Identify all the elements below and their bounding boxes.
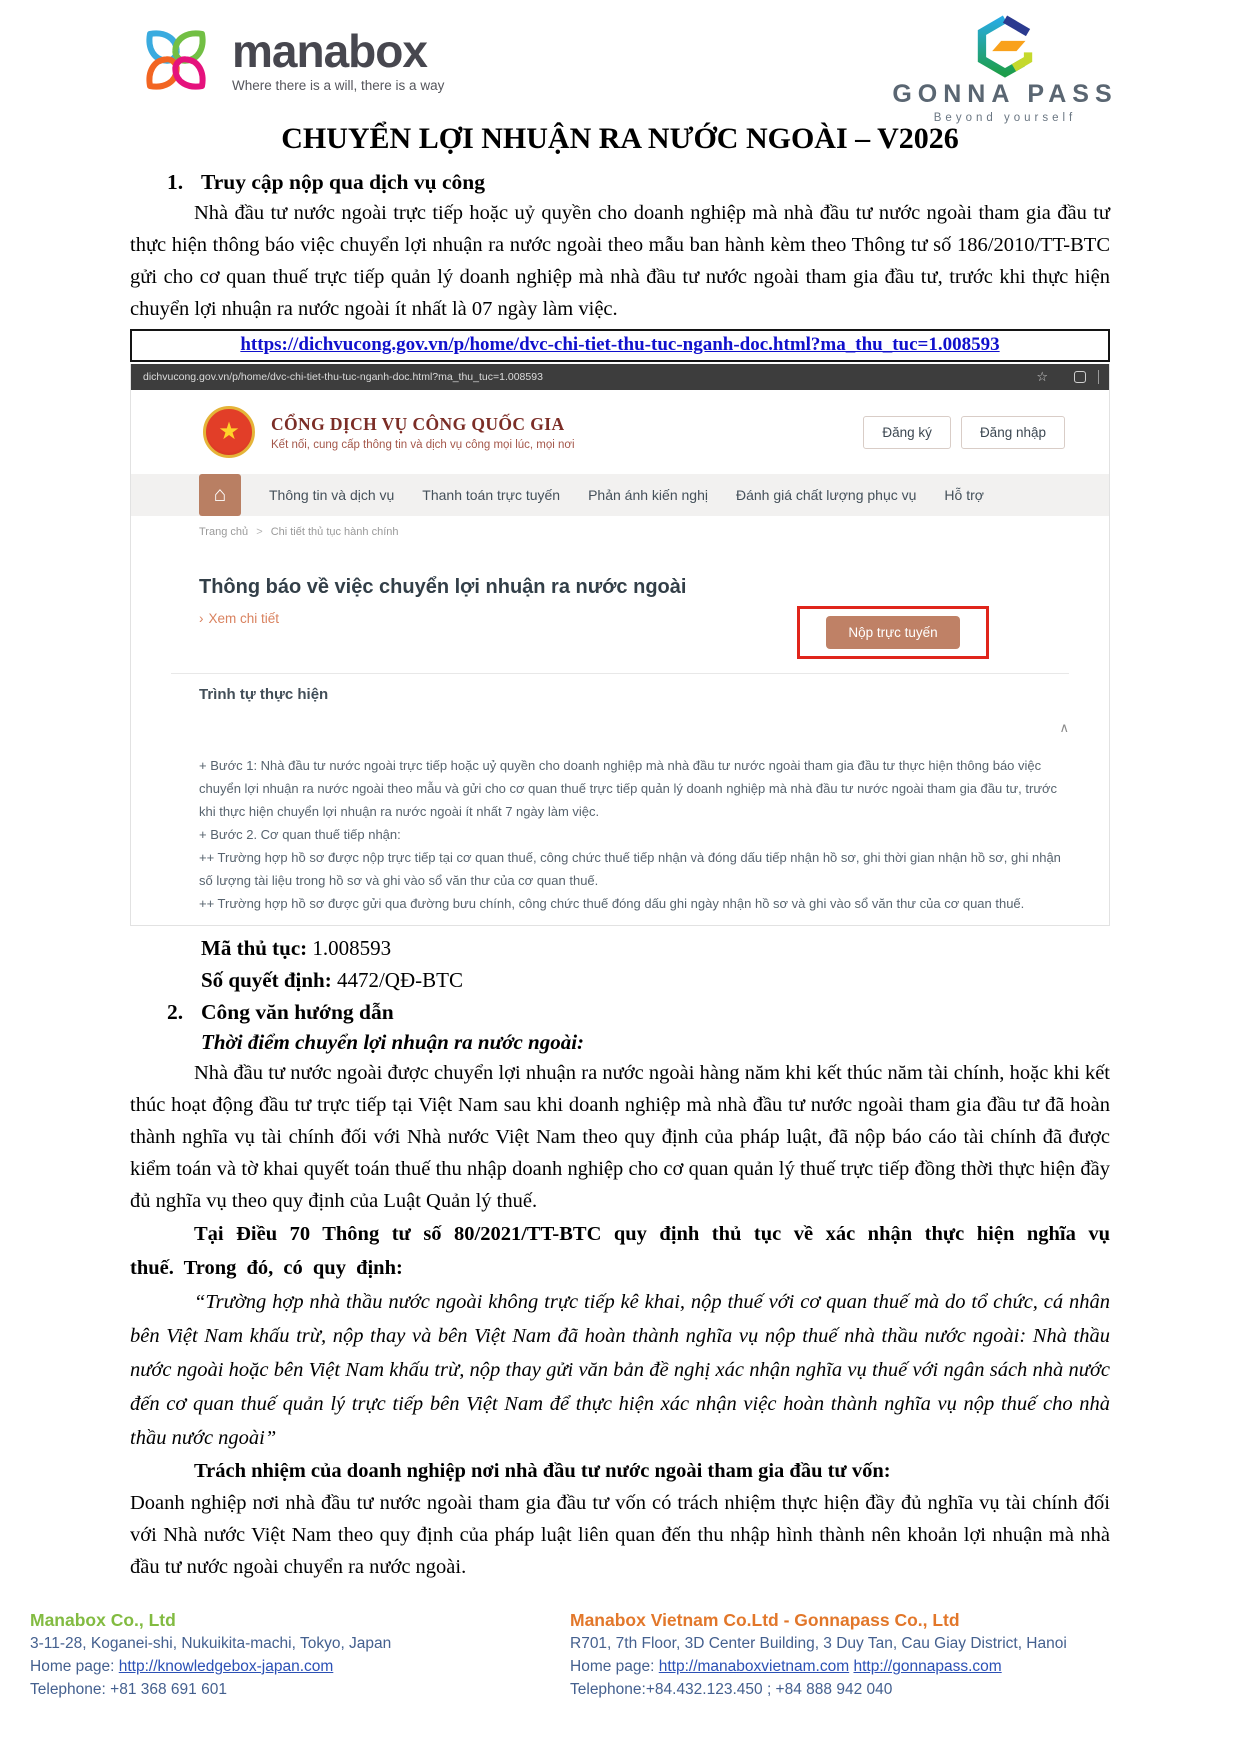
process-steps	[199, 754, 1069, 915]
address-url[interactable]: dichvucong.gov.vn/p/home/dvc-chi-tiet-thu-tuc-nganh-doc.html?ma_thu_tuc=1.008593	[143, 371, 543, 383]
browser-screenshot	[130, 364, 1110, 926]
portal-content	[131, 516, 1109, 925]
footer-homepage-vn: Home page: http://manaboxvietnam.com http://gonnapass.com	[570, 1658, 1002, 1675]
gonnapass-link[interactable]: http://gonnapass.com	[853, 1658, 1002, 1675]
portal-header	[131, 390, 1109, 474]
section1-heading: 1. Truy cập nộp qua dịch vụ công	[167, 170, 485, 194]
decision-number-row: Số quyết định: 4472/QĐ-BTC	[201, 968, 463, 992]
view-detail-link[interactable]: › Xem chi tiết	[199, 611, 280, 626]
section2-number: 2.	[167, 1000, 184, 1024]
breadcrumb-home[interactable]: Trang chủ	[199, 526, 249, 538]
gonnapass-tagline: Beyond yourself	[933, 112, 1077, 124]
nav-item-online-payment[interactable]: Thanh toán trực tuyến	[422, 487, 561, 503]
section2-quote: “Trường hợp nhà thầu nước ngoài không trực tiếp kê khai, nộp thuế với cơ quan thuế mà do tổ chức, cá nhân bên Việt Nam khấu trừ, nộp thay và bên Việt Nam đã hoàn thành nghĩa vụ nộp thuế nhà thầu nước ngoài: Nhà thầu nước ngoài hoặc bên Việt Nam khấu trừ, nộp thay gửi văn bản đề nghị xác nhận nghĩa vụ thuế với ngân sách nhà nước đến cơ quan thuế quản lý trực tiếp bên Việt Nam để thực hiện xác nhận việc hoàn thành nghĩa vụ nộp thuế cho nhà thầu nước ngoài”	[130, 1291, 1110, 1449]
url-box	[130, 329, 1110, 362]
footer-address-jp: 3-11-28, Koganei-shi, Nukuikita-machi, Tokyo, Japan	[30, 1635, 392, 1652]
browser-address-bar[interactable]	[131, 364, 1109, 390]
section2-heading: 2. Công văn hướng dẫn	[167, 1000, 394, 1024]
procedure-link[interactable]: https://dichvucong.gov.vn/p/home/dvc-chi-tiet-thu-tuc-nganh-doc.html?ma_thu_tuc=1.008593	[240, 334, 1000, 355]
login-button[interactable]: Đăng nhập	[961, 416, 1065, 449]
nav-item-support[interactable]: Hỗ trợ	[944, 487, 984, 503]
tab-switcher-icon[interactable]	[1074, 371, 1086, 383]
nav-item-info-services[interactable]: Thông tin và dịch vụ	[269, 487, 395, 503]
page-title: CHUYỂN LỢI NHUẬN RA NƯỚC NGOÀI – V2026	[281, 122, 959, 155]
footer-address-vn: R701, 7th Floor, 3D Center Building, 3 Duy Tan, Cau Giay District, Hanoi	[570, 1635, 1067, 1652]
portal-tagline: Kết nối, cung cấp thông tin và dịch vụ công mọi lúc, mọi nơi	[271, 438, 575, 451]
decision-number-value: 4472/QĐ-BTC	[336, 968, 463, 992]
responsibility-paragraph: Doanh nghiệp nơi nhà đầu tư nước ngoài tham gia đầu tư vốn có trách nhiệm thực hiện đầy đủ nghĩa vụ tài chính đối với Nhà nước Việt Nam theo quy định của pháp luật liên quan đến thu nhập hình thành nên khoản lợi nhuận mà nhà đầu tư nước ngoài chuyển ra nước ngoài.	[130, 1492, 1110, 1578]
section2-paragraph1: Nhà đầu tư nước ngoài được chuyển lợi nhuận ra nước ngoài hàng năm khi kết thúc năm tài chính, hoặc khi kết thúc hoạt động đầu tư trực tiếp tại Việt Nam sau khi doanh nghiệp mà nhà đầu tư nước ngoài tham gia đầu tư đã hoàn thành nghĩa vụ tài chính đối với Nhà nước Việt Nam theo quy định của pháp luật, đã nộp báo cáo tài chính đã được kiểm toán và tờ khai quyết toán thuế thu nhập doanh nghiệp cho cơ quan quản lý thuế trực tiếp đồng thời thực hiện đầy đủ nghĩa vụ theo quy định của Luật Quản lý thuế.	[130, 1062, 1110, 1212]
content-divider	[171, 673, 1069, 674]
gonnapass-logo	[890, 14, 1120, 124]
manaboxvietnam-link[interactable]: http://manaboxvietnam.com	[658, 1658, 850, 1675]
link-arrow-icon: ›	[199, 611, 204, 626]
footer-telephone-jp: Telephone: +81 368 691 601	[30, 1681, 227, 1698]
manabox-wordmark: manabox	[232, 25, 427, 78]
section1-paragraph: Nhà đầu tư nước ngoài trực tiếp hoặc uỷ quyền cho doanh nghiệp mà nhà đầu tư nước ngoài tham gia đầu tư thực hiện thông báo việc chuyển lợi nhuận ra nước ngoài theo mẫu ban hành kèm theo Thông tư số 186/2010/TT-BTC gửi cho cơ quan thuế trực tiếp quản lý doanh nghiệp mà nhà đầu tư nước ngoài tham gia đầu tư, trước khi thực hiện chuyển lợi nhuận ra nước ngoài ít nhất là 07 ngày làm việc.	[130, 202, 1110, 320]
nav-item-feedback[interactable]: Phản ánh kiến nghị	[588, 487, 708, 503]
portal-title: CỔNG DỊCH VỤ CÔNG QUỐC GIA	[271, 413, 565, 434]
vietnam-emblem-icon	[203, 406, 255, 458]
step-line: ++ Trường hợp hồ sơ được gửi qua đường bưu chính, công chức thuế đóng dấu ghi ngày nhận hồ sơ và ghi vào sổ văn thư của cơ quan thuế.	[199, 896, 1025, 911]
toolbar-divider	[1098, 370, 1099, 384]
document-header	[0, 0, 1240, 124]
procedure-code-row: Mã thủ tục: 1.008593	[201, 936, 392, 960]
submit-online-button[interactable]: Nộp trực tuyến	[826, 616, 959, 649]
process-label: Trình tự thực hiện	[199, 686, 329, 703]
manabox-flower-icon	[130, 14, 222, 106]
footer-homepage-jp: Home page: http://knowledgebox-japan.com	[30, 1658, 334, 1675]
section2-subheading: Thời điểm chuyển lợi nhuận ra nước ngoài:	[201, 1030, 585, 1054]
submit-highlight-box	[797, 606, 989, 659]
breadcrumb-current: Chi tiết thủ tục hành chính	[270, 526, 399, 538]
step-line: + Bước 1: Nhà đầu tư nước ngoài trực tiếp hoặc uỷ quyền cho doanh nghiệp mà nhà đầu tư nước ngoài tham gia đầu tư thực hiện thông báo việc chuyển lợi nhuận ra nước ngoài theo mẫu và gửi cho cơ quan thuế trực tiếp quản lý doanh nghiệp mà nhà đầu tư nước ngoài tham gia đầu tư, trước khi thực hiện chuyển lợi nhuận ra nước ngoài ít nhất 7 ngày làm việc.	[199, 758, 1058, 819]
footer-telephone-vn: Telephone:+84.432.123.450 ; +84 888 942 040	[570, 1681, 893, 1698]
knowledgebox-link[interactable]: http://knowledgebox-japan.com	[118, 1658, 334, 1675]
footer-vietnam-office	[570, 1609, 1220, 1701]
breadcrumb	[199, 526, 1069, 538]
step-line: + Bước 2. Cơ quan thuế tiếp nhận:	[199, 827, 401, 842]
footer-company-vn: Manabox Vietnam Co.Ltd - Gonnapass Co., Ltd	[570, 1610, 960, 1630]
gonnapass-g-icon	[973, 14, 1037, 78]
footer-japan-office	[30, 1609, 570, 1701]
nav-item-quality-rating[interactable]: Đánh giá chất lượng phục vụ	[735, 487, 917, 503]
chevron-up-icon[interactable]: ∧	[1059, 720, 1069, 735]
section1-number: 1.	[167, 170, 184, 194]
home-icon[interactable]: ⌂	[199, 474, 241, 516]
gonnapass-wordmark: GONNA PASS	[892, 80, 1118, 108]
emblem-star-icon: ★	[218, 418, 240, 445]
bookmark-star-icon[interactable]: ☆	[1036, 369, 1048, 384]
register-button[interactable]: Đăng ký	[863, 416, 951, 449]
portal-nav	[131, 474, 1109, 516]
procedure-code-value: 1.008593	[312, 936, 392, 960]
procedure-heading: Thông báo về việc chuyển lợi nhuận ra nước ngoài	[199, 576, 687, 598]
step-line: ++ Trường hợp hồ sơ được nộp trực tiếp tại cơ quan thuế, công chức thuế tiếp nhận và đóng dấu tiếp nhận hồ sơ, ghi thời gian nhận hồ sơ, ghi nhận số lượng tài liệu trong hồ sơ và ghi vào sổ văn thư của cơ quan thuế.	[199, 850, 1061, 888]
document-footer	[0, 1595, 1240, 1701]
responsibility-heading: Trách nhiệm của doanh nghiệp nơi nhà đầu tư nước ngoài tham gia đầu tư vốn:	[194, 1460, 891, 1482]
section2-bold-paragraph: Tại Điều 70 Thông tư số 80/2021/TT-BTC quy định thủ tục về xác nhận thực hiện nghĩa vụ thuế. Trong đó, có quy định:	[130, 1223, 1110, 1279]
manabox-logo	[130, 14, 444, 106]
manabox-tagline: Where there is a will, there is a way	[232, 77, 445, 93]
document-body	[130, 170, 1110, 1583]
breadcrumb-separator: >	[256, 526, 263, 538]
footer-company-jp: Manabox Co., Ltd	[30, 1610, 176, 1630]
